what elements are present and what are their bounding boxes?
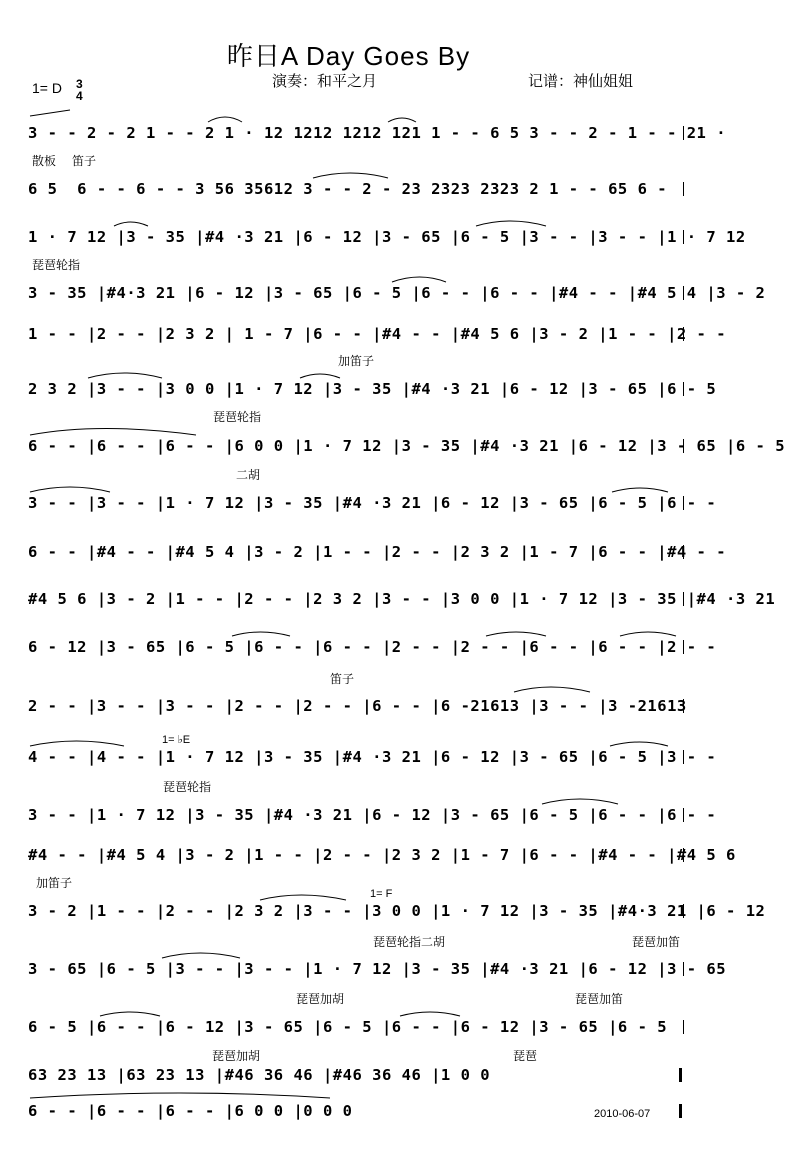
- annotation-pipa-lunzhi-erhu: 琵琶轮指二胡: [373, 935, 446, 949]
- annotation-pipa-lunzhi: 琵琶轮指: [32, 258, 81, 272]
- performer-credit: 演奏：和平之月: [272, 73, 378, 90]
- transcriber-credit: 记谱：神仙姐姐: [528, 73, 634, 90]
- annotation-pipa-lunzhi-2: 琵琶轮指: [213, 410, 262, 424]
- song-title: 昨日A Day Goes By: [226, 41, 471, 71]
- score-row-9: 6 - - |#4 - - |#4 5 4 |3 - 2 |1 - - |2 - - |2 3 2 |1 - 7 |6 - - |#4 - -: [28, 543, 727, 561]
- annotation-erhu: 二胡: [236, 468, 261, 482]
- annotation-pipa-lunzhi-3: 琵琶轮指: [163, 780, 212, 794]
- score-row-4: 3 - 35 |#4·3 21 |6 - 12 |3 - 65 |6 - 5 |6 - - |6 - - |#4 - - |#4 5 4 |3 - 2: [28, 284, 766, 302]
- score-row-3: 1 · 7 12 |3 - 35 |#4 ·3 21 |6 - 12 |3 - 65 |6 - 5 |3 - - |3 - - |1 · 7 12: [28, 228, 746, 246]
- annotation-sanban: 散板: [32, 154, 57, 168]
- score-row-17: 3 - 65 |6 - 5 |3 - - |3 - - |1 · 7 12 |3 - 35 |#4 ·3 21 |6 - 12 |3 - 65: [28, 960, 727, 978]
- transcription-date: 2010-06-07: [594, 1108, 651, 1120]
- score-row-12: 2 - - |3 - - |3 - - |2 - - |2 - - |6 - - |6 -21613 |3 - - |3 -21613: [28, 697, 687, 715]
- score-row-14: 3 - - |1 · 7 12 |3 - 35 |#4 ·3 21 |6 - 12 |3 - 65 |6 - 5 |6 - - |6 - -: [28, 806, 717, 824]
- annotation-add-dizi: 加笛子: [338, 354, 375, 368]
- score-row-13: 4 - - |4 - - |1 · 7 12 |3 - 35 |#4 ·3 21 |6 - 12 |3 - 65 |6 - 5 |3 - -: [28, 748, 717, 766]
- intro-line-mark: [30, 108, 70, 118]
- score-row-19: 63 23 13 |63 23 13 |#46 36 46 |#46 36 46 |1 0 0: [28, 1066, 678, 1084]
- annotation-pipa-add-hu-2: 琵琶加胡: [212, 1049, 261, 1063]
- time-signature-bottom: 4: [76, 89, 83, 103]
- annotation-dizi: 笛子: [72, 154, 97, 168]
- score-row-18: 6 - 5 |6 - - |6 - 12 |3 - 65 |6 - 5 |6 - - |6 - 12 |3 - 65 |6 - 5: [28, 1018, 678, 1036]
- key-signature: 1= D: [32, 80, 62, 96]
- time-signature-top: 3: [76, 77, 83, 91]
- score-row-2: 6 5 6 - - 6 - - 3 56 35612 3 - - 2 - 23 2323 2323 2 1 - - 65 6 -: [28, 180, 678, 198]
- score-row-20: 6 - - |6 - - |6 - - |6 0 0 |0 0 0: [28, 1102, 678, 1120]
- annotation-pipa: 琵琶: [513, 1049, 538, 1063]
- score-row-10: #4 5 6 |3 - 2 |1 - - |2 - - |2 3 2 |3 - - |3 0 0 |1 · 7 12 |3 - 35 |#4 ·3 21: [28, 590, 776, 608]
- annotation-pipa-add-di: 琵琶加笛: [632, 935, 681, 949]
- score-row-16: 3 - 2 |1 - - |2 - - |2 3 2 |3 - - |3 0 0 |1 · 7 12 |3 - 35 |#4·3 21 |6 - 12: [28, 902, 766, 920]
- score-row-8: 3 - - |3 - - |1 · 7 12 |3 - 35 |#4 ·3 21 |6 - 12 |3 - 65 |6 - 5 |6 - -: [28, 494, 717, 512]
- score-row-11: 6 - 12 |3 - 65 |6 - 5 |6 - - |6 - - |2 - - |2 - - |6 - - |6 - - |2 - -: [28, 638, 717, 656]
- score-row-1: 3 - - 2 - 2 1 - - 2 1 · 12 1212 1212 121 1 - - 6 5 3 - - 2 - 1 - - 21 ·: [28, 124, 727, 142]
- annotation-pipa-add-di-2: 琵琶加笛: [575, 992, 624, 1006]
- annotation-dizi-2: 笛子: [330, 672, 355, 686]
- score-row-7: 6 - - |6 - - |6 - - |6 0 0 |1 · 7 12 |3 - 35 |#4 ·3 21 |6 - 12 |3 - 65 |6 - 5: [28, 437, 785, 455]
- score-row-5: 1 - - |2 - - |2 3 2 | 1 - 7 |6 - - |#4 - - |#4 5 6 |3 - 2 |1 - - |2 - -: [28, 325, 727, 343]
- key-change-f: 1= F: [370, 888, 393, 900]
- score-row-15: #4 - - |#4 5 4 |3 - 2 |1 - - |2 - - |2 3 2 |1 - 7 |6 - - |#4 - - |#4 5 6: [28, 846, 736, 864]
- annotation-pipa-add-hu: 琵琶加胡: [296, 992, 345, 1006]
- time-signature: [76, 78, 83, 102]
- score-row-6: 2 3 2 |3 - - |3 0 0 |1 · 7 12 |3 - 35 |#4 ·3 21 |6 - 12 |3 - 65 |6 - 5: [28, 380, 717, 398]
- key-change-eflat: 1= ♭E: [162, 734, 191, 746]
- annotation-add-dizi-2: 加笛子: [36, 876, 73, 890]
